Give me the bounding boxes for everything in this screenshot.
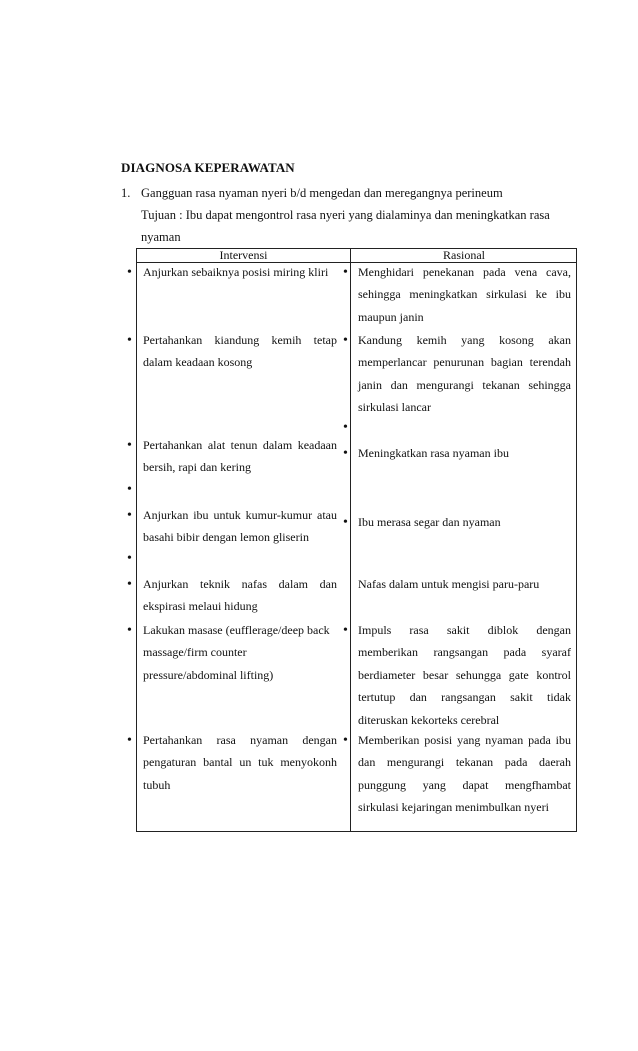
bullet-icon: • [343,333,348,348]
intervensi-item: • Pertahankan kiandung kemih tetap dalam keadaan kosong [127,333,337,370]
rasional-item: • Impuls rasa sakit diblok dengan memberikan rangsangan pada syaraf berdiameter besar sehungga gate kontrol tertutup dan rangsangan sakit tidak diteruskan kekorteks cerebral [343,623,571,727]
problem-title: Gangguan rasa nyaman nyeri b/d mengedan dan meregangnya perineum [141,186,503,200]
problem-number: 1. [121,186,131,200]
intervensi-item: • Lakukan masase (eufflerage/deep back massage/firm counter pressure/abdominal lifting) [127,623,330,682]
problem-goal-line1: Tujuan : Ibu dapat mengontrol rasa nyeri yang dialaminya dan meningkatkan rasa [141,208,550,222]
intervensi-item: • Anjurkan sebaiknya posisi miring kliri [127,265,329,280]
bullet-icon: • [127,438,132,453]
header-rasional: Rasional [443,248,485,262]
bullet-icon: • [343,420,348,435]
intervensi-item: • Pertahankan alat tenun dalam keadaan bersih, rapi dan kering [127,438,337,475]
bullet-icon: • [127,265,132,280]
intervensi-item: • Pertahankan rasa nyaman dengan pengaturan bantal un tuk menyokonh tubuh [127,733,337,792]
bullet-icon: • [127,333,132,348]
bullet-icon: • [343,265,348,280]
bullet-icon: • [127,482,132,497]
intervensi-item: • Anjurkan teknik nafas dalam dan ekspirasi melaui hidung [127,577,337,614]
bullet-icon: • [343,446,348,461]
rasional-item: • Meningkatkan rasa nyaman ibu [343,446,509,461]
intervensi-item: • Anjurkan ibu untuk kumur-kumur atau basahi bibir dengan lemon gliserin [127,508,337,545]
rasional-item: • Memberikan posisi yang nyaman pada ibu dan mengurangi tekanan pada daerah punggung yang dapat mengfhambat sirkulasi kejaringan menimbulkan nyeri [343,733,571,815]
bullet-icon: • [343,623,348,638]
bullet-icon: • [127,623,132,638]
bullet-icon: • [127,508,132,523]
document-heading: DIAGNOSA KEPERAWATAN [121,160,295,175]
header-intervensi: Intervensi [219,248,268,262]
intervention-table [127,248,577,832]
bullet-icon: • [127,577,132,592]
bullet-icon: • [127,551,132,566]
problem-goal-line2: nyaman [141,230,181,244]
bullet-icon: • [343,515,348,530]
rasional-item: • Kandung kemih yang kosong akan memperlancar penurunan bagian terendah janin dan mengurangi tekanan sehingga sirkulasi lancar [343,333,571,415]
rasional-item: Nafas dalam untuk mengisi paru-paru [358,577,540,591]
bullet-icon: • [127,733,132,748]
rasional-item: • Menghidari penekanan pada vena cava, sehingga meningkatkan sirkulasi ke ibu maupun janin [343,265,571,324]
rasional-item: • Ibu merasa segar dan nyaman [343,515,501,530]
column-divider [350,249,351,831]
bullet-icon: • [343,733,348,748]
